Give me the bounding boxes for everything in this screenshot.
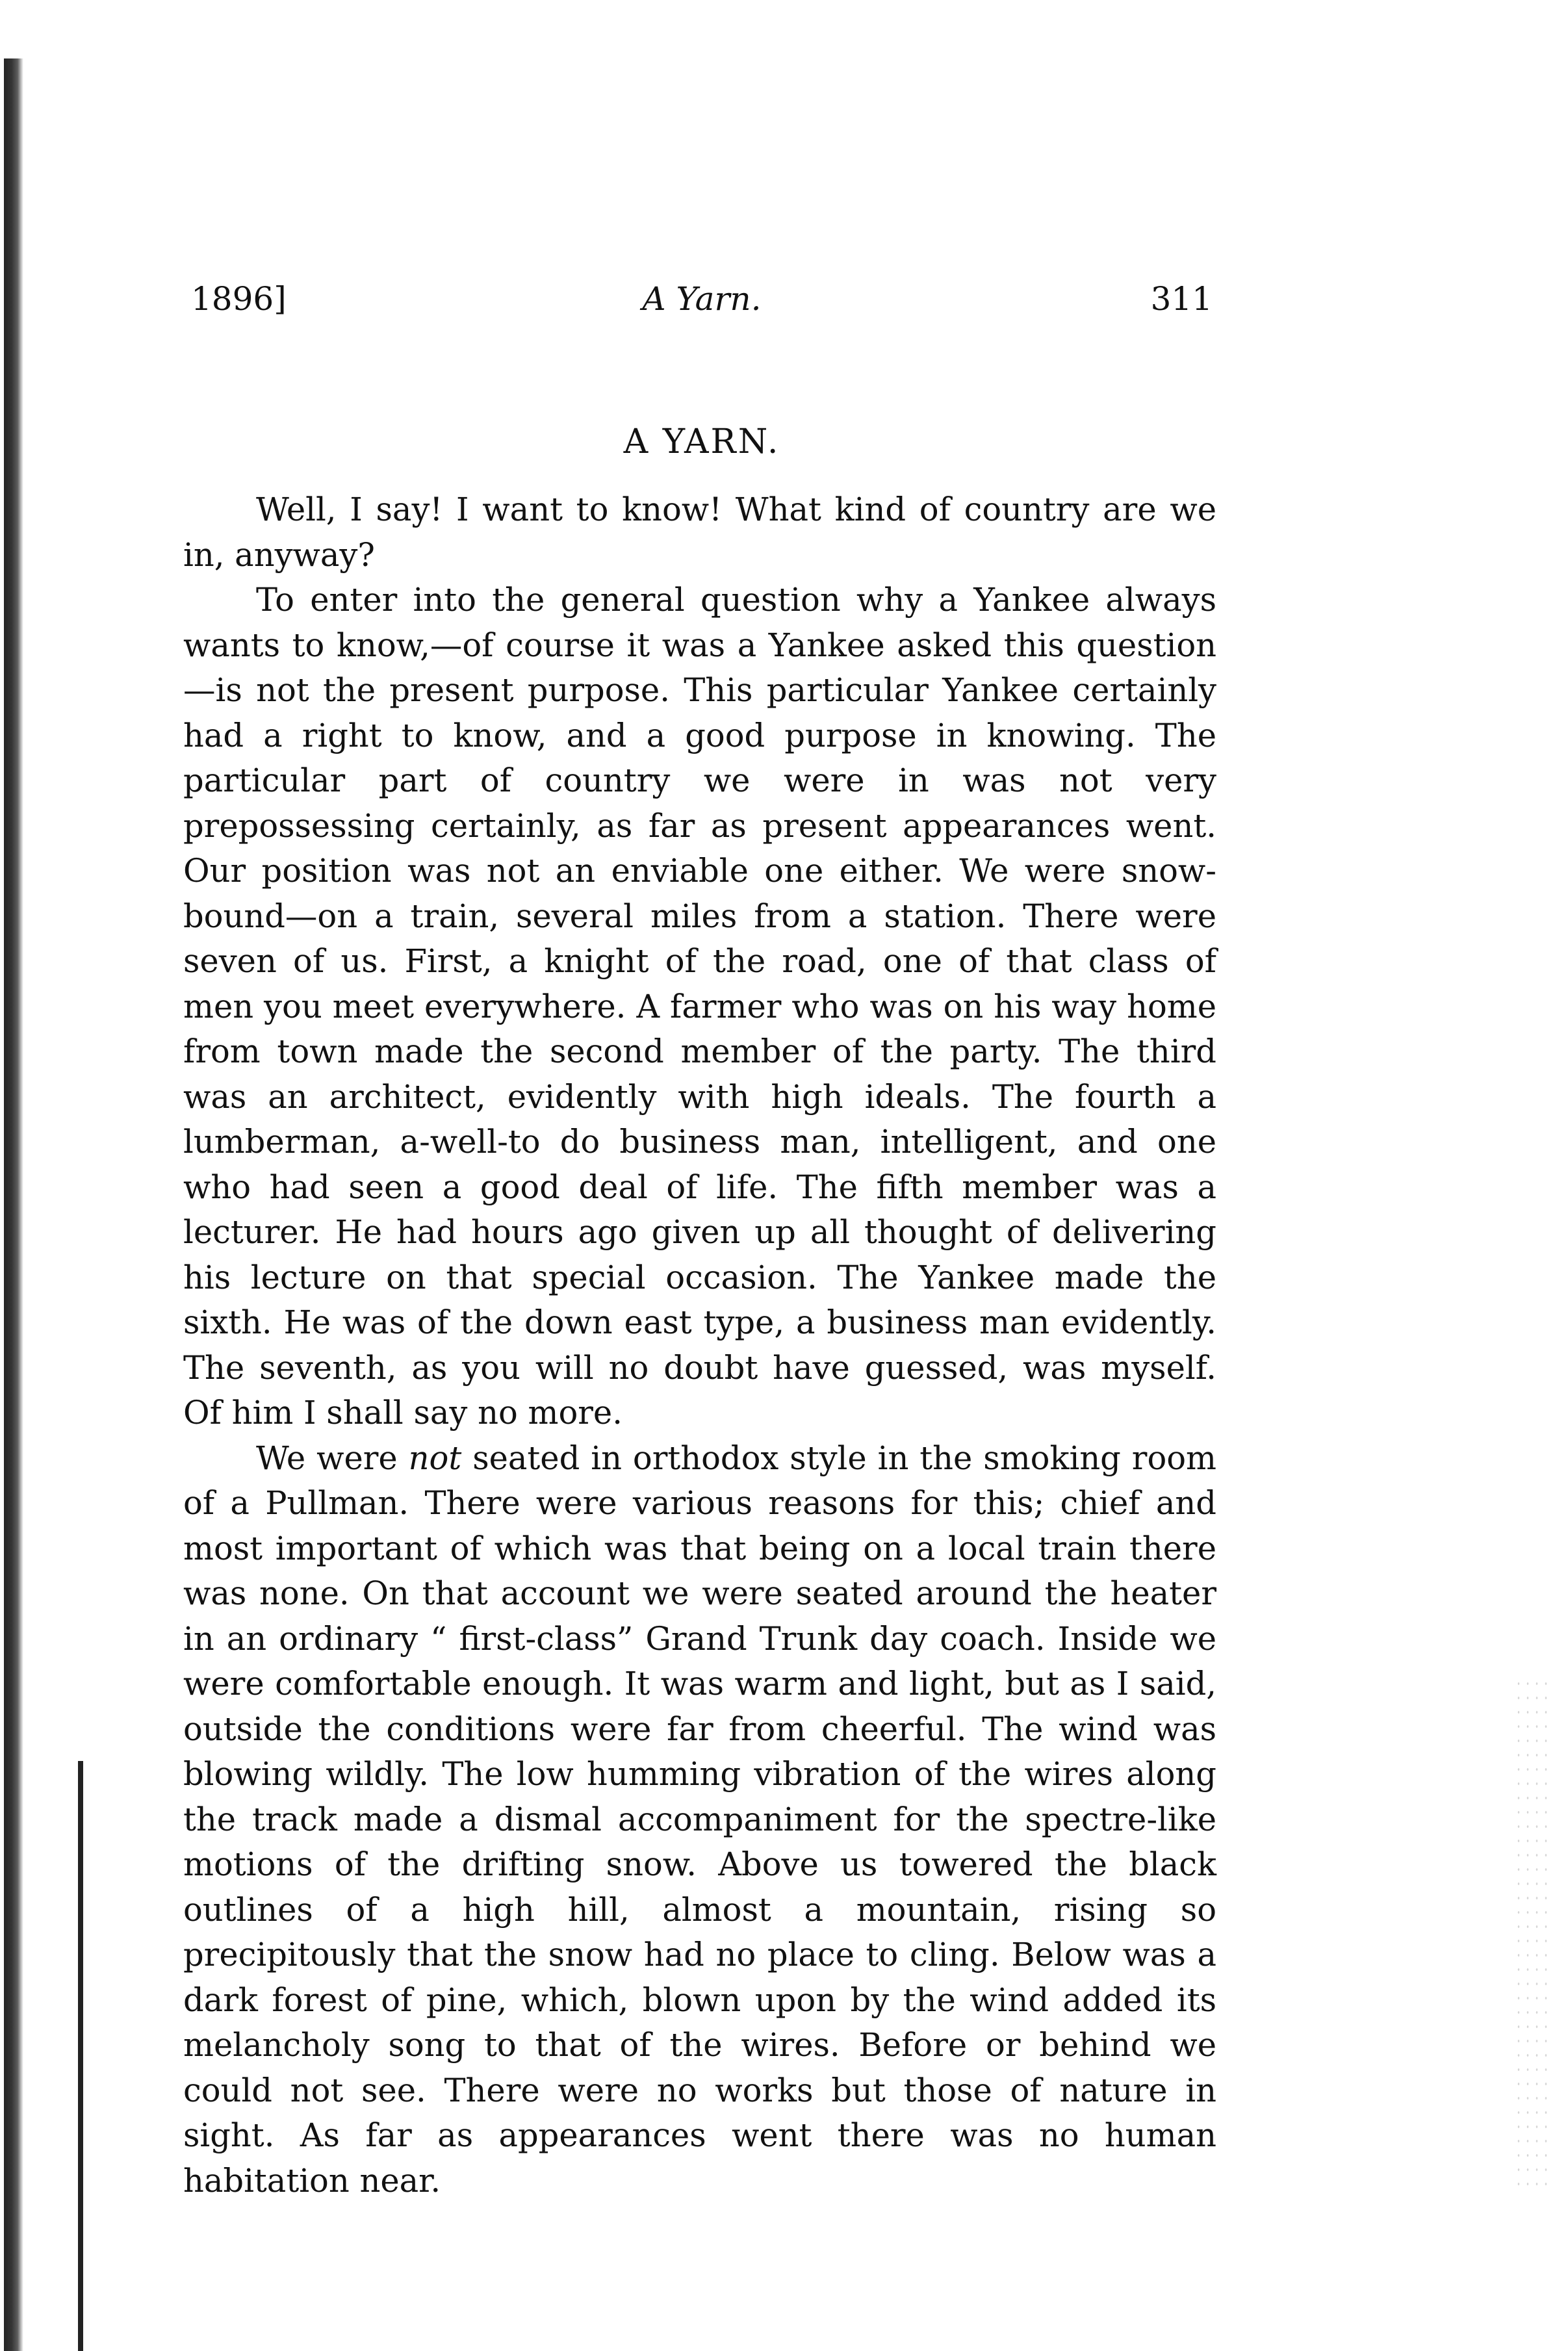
paragraph-1: Well, I say! I want to know! What kind of country are we in, anyway? (183, 491, 1216, 574)
paragraph-3 (183, 1436, 1216, 2204)
paragraph-3-emphasis: not (408, 1439, 462, 1477)
page-binding-edge (4, 58, 23, 2351)
header-title: A Yarn. (642, 280, 762, 318)
page-number: 311 (1150, 280, 1213, 318)
header-year: 1896] (191, 280, 287, 318)
paragraph-3-start: We were (256, 1439, 409, 1477)
running-header (191, 273, 1213, 325)
article-body (183, 487, 1216, 2203)
article-title: A YARN. (623, 422, 780, 461)
scan-specks (1514, 1677, 1553, 2196)
paragraph-3-rest: seated in orthodox style in the smoking room of a Pullman. There were various reasons for this; chief and most important of which was that being on a local train there was none. On that account we were seated around the heater in an ordinary “ first-class” Grand Trunk day coach. Inside we were comfortable enough. It was warm and light, but as I said, outside the conditions were far from cheerful. The wind was blowing wildly. The low humming vibration of the wires along the track made a dismal accompaniment for the spectre-like motions of the drifting snow. Above us towered the black outlines of a high hill, almost a mountain, rising so precipitously that the snow had no place to cling. Below was a dark forest of pine, which, blown upon by the wind added its melancholy song to that of the wires. Before or behind we could not see. There were no works but those of nature in sight. As far as appearances went there was no human habitation near. (183, 1439, 1216, 2200)
paragraph-2: To enter into the general question why a Yankee always wants to know,—of course it was a Yankee asked this question —is not the present purpose. This particular Yankee certainly had a right to know, and a good purpose in knowing. The particular part of country we were in was not very prepossessing certainly, as far as present appearances went. Our position was not an enviable one either. We were snow-bound—on a train, several miles from a station. There were seven of us. First, a knight of the road, one of that class of men you meet everywhere. A farmer who was on his way home from town made the second member of the party. The third was an architect, evidently with high ideals. The fourth a lumberman, a-well-to do business man, intelligent, and one who had seen a good deal of life. The fifth member was a lecturer. He had hours ago given up all thought of delivering his lecture on that special occasion. The Yankee made the sixth. He was of the down east type, a business man evidently. The seventh, as you will no doubt have guessed, was myself. Of him I shall say no more. (183, 581, 1216, 1432)
page-binding-line (78, 1761, 83, 2351)
